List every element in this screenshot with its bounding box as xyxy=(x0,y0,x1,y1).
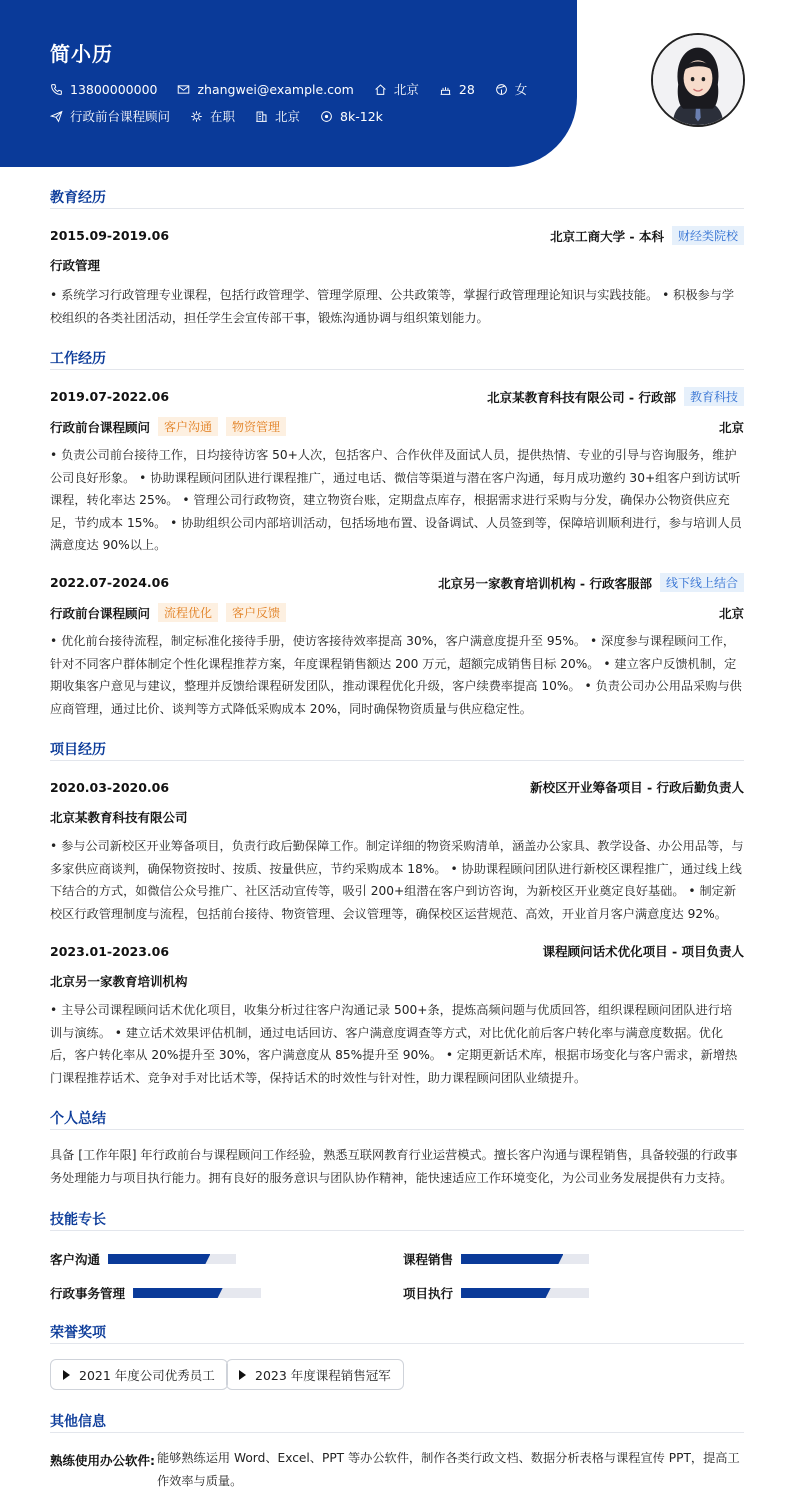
project-1-company: 北京某教育科技有限公司 xyxy=(50,810,188,825)
candidate-name: 简小历 xyxy=(50,42,113,66)
skill-bar-fill xyxy=(461,1288,551,1298)
education-major-row xyxy=(50,256,744,274)
salary-icon xyxy=(320,110,333,123)
skill-bar xyxy=(133,1288,261,1298)
work-2-period: 2022.07-2024.06 xyxy=(50,575,170,590)
salary-item xyxy=(320,109,383,124)
header-banner xyxy=(0,0,577,167)
award-text: 2023 年度课程销售冠军 xyxy=(255,1367,391,1383)
award-text: 2021 年度公司优秀员工 xyxy=(79,1367,215,1383)
work-1-skill-tag: 客户沟通 xyxy=(158,417,218,436)
section-divider xyxy=(50,369,744,370)
section-divider xyxy=(50,760,744,761)
section-divider xyxy=(50,1230,744,1231)
project-1-period: 2020.03-2020.06 xyxy=(50,779,170,795)
skill-item xyxy=(403,1284,589,1302)
project-2-company: 北京另一家教育培训机构 xyxy=(50,974,188,989)
work-2-position-group xyxy=(50,603,286,622)
position-item xyxy=(50,107,170,125)
skill-bar-fill xyxy=(461,1254,563,1264)
work-1-description: • 负责公司前台接待工作，日均接待访客 50+人次，包括客户、合作伙伴及面试人员，提供热情、专业的引导与咨询服务，维护公司良好形象。 • 协助课程顾问团队进行课程推广，通过电话、微信等渠道与潜在客户沟通，每月成功邀约 30+组客户到访试听课程，转化率达 25%。 • 管理公司行政物资，建立物资台账，定期盘点库存，根据需求进行采购与分发，确保办公物资供应充足，节约成本 15%。 • 协助组织公司内部培训活动，包括场地布置、设备调试、人员签到等，保障培训顺利进行，参与培训人员满意度达 90%以上。 xyxy=(50,448,742,552)
work-2-description: • 优化前台接待流程，制定标准化接待手册，使访客接待效率提高 30%，客户满意度提升至 95%。 • 深度参与课程顾问工作，针对不同客户群体制定个性化课程推荐方案，年度课程销售额达 200 万元，超额完成销售目标 20%。 • 建立客户反馈机制，定期收集客户意见与建议，整理并反馈给课程研发团队，推动课程优化升级，客户续费率提高 10%。 • 负责公司办公用品采购与供应商管理，通过比价、谈判等方式降低采购成本 20%，同时确保物资质量与供应稳定性。 xyxy=(50,634,742,716)
gender-icon xyxy=(495,83,508,96)
phone-icon xyxy=(50,83,63,96)
home-icon xyxy=(374,83,387,96)
skill-bar xyxy=(108,1254,236,1264)
section-title-projects: 项目经历 xyxy=(50,742,106,758)
email-item xyxy=(177,82,353,97)
education-school-group xyxy=(550,226,744,245)
education-description: • 系统学习行政管理专业课程，包括行政管理学、管理学原理、公共政策等，掌握行政管理理论知识与实践技能。 • 积极参与学校组织的各类社团活动，担任学生会宣传部干事，锻炼沟通协调与组织策划能力。 xyxy=(50,288,735,325)
work-1-position: 行政前台课程顾问 xyxy=(50,419,151,435)
phone-item xyxy=(50,82,157,97)
work-2-industry-tag: 线下线上结合 xyxy=(660,573,744,592)
section-title-work: 工作经历 xyxy=(50,351,106,367)
work-1-position-group xyxy=(50,417,286,436)
mail-icon xyxy=(177,83,190,96)
skill-bar xyxy=(461,1288,589,1298)
contact-row xyxy=(50,80,547,98)
skill-bar xyxy=(461,1254,589,1264)
skill-item xyxy=(50,1284,261,1302)
skill-bar-fill xyxy=(133,1288,223,1298)
work-2-city: 北京 xyxy=(718,605,744,621)
gender-text: 女 xyxy=(514,82,528,97)
skill-name: 项目执行 xyxy=(403,1286,454,1301)
project-2-name: 课程顾问话术优化项目 - 项目负责人 xyxy=(542,944,744,959)
building-icon xyxy=(255,110,268,123)
work-1-city: 北京 xyxy=(718,419,744,435)
section-title-other: 其他信息 xyxy=(50,1414,106,1430)
play-icon xyxy=(239,1370,246,1380)
project-2-company-row xyxy=(50,972,744,990)
phone-text: 13800000000 xyxy=(70,81,158,97)
avatar xyxy=(651,33,745,127)
award-item xyxy=(50,1359,228,1390)
skill-name: 课程销售 xyxy=(403,1252,454,1267)
section-divider xyxy=(50,208,744,209)
section-title-education: 教育经历 xyxy=(50,190,106,206)
education-header-row xyxy=(50,226,744,245)
other-label: 熟练使用办公软件: xyxy=(50,1453,155,1468)
section-divider xyxy=(50,1343,744,1344)
status-item xyxy=(190,107,235,125)
project-1-name: 新校区开业筹备项目 - 行政后勤负责人 xyxy=(530,780,744,795)
work-2-position-row xyxy=(50,603,744,622)
award-item xyxy=(226,1359,404,1390)
project-2-description: • 主导公司课程顾问话术优化项目，收集分析过往客户沟通记录 500+条，提炼高频问题与优质回答，组织课程顾问团队进行培训与演练。 • 建立话术效果评估机制，通过电话回访、客户满意度调查等方式，对比优化前后客户转化率与满意度数据。优化后，客户转化率从 20%提升至 30%，客户满意度从 85%提升至 90%。 • 定期更新话术库，根据市场变化与客户需求，新增热门课程推荐话术、竞争对手对比话术等，保持话术的时效性与针对性，助力课程顾问团队业绩提升。 xyxy=(50,1003,738,1085)
project-2-period: 2023.01-2023.06 xyxy=(50,943,170,959)
work-2-skill-tag: 流程优化 xyxy=(158,603,218,622)
city-item xyxy=(255,107,300,125)
skill-item xyxy=(403,1250,589,1268)
work-2-company: 北京另一家教育培训机构 - 行政客服部 xyxy=(438,575,652,591)
email-text: zhangwei@example.com xyxy=(197,81,354,97)
education-tag: 财经类院校 xyxy=(672,226,744,245)
age-icon xyxy=(439,83,452,96)
salary-text: 8k-12k xyxy=(340,108,383,124)
gender-item xyxy=(495,80,528,98)
section-divider xyxy=(50,1432,744,1433)
section-divider xyxy=(50,1129,744,1130)
location-text: 北京 xyxy=(393,82,419,97)
work-1-company: 北京某教育科技有限公司 - 行政部 xyxy=(487,389,676,405)
status-icon xyxy=(190,110,203,123)
work-1-skill-tag: 物资管理 xyxy=(226,417,286,436)
education-major: 行政管理 xyxy=(50,258,101,273)
work-2-header-row xyxy=(50,573,744,592)
summary-text: 具备 [工作年限] 年行政前台与课程顾问工作经验，熟悉互联网教育行业运营模式。擅长客户沟通与课程销售，具备较强的行政事务处理能力与项目执行能力。拥有良好的服务意识与团队协作精神，能快速适应工作环境变化，为公司业务发展提供有力支持。 xyxy=(50,1148,738,1185)
send-icon xyxy=(50,110,63,123)
status-text: 在职 xyxy=(210,109,236,124)
work-1-header-row xyxy=(50,387,744,406)
other-text: 能够熟练运用 Word、Excel、PPT 等办公软件，制作各类行政文档、数据分析表格与课程宣传 PPT，提高工作效率与质量。 xyxy=(157,1451,740,1488)
project-1-company-row xyxy=(50,808,744,826)
location-item xyxy=(374,80,419,98)
section-title-awards: 荣誉奖项 xyxy=(50,1325,106,1341)
work-1-period: 2019.07-2022.06 xyxy=(50,389,170,404)
city-text: 北京 xyxy=(275,109,301,124)
age-text: 28 xyxy=(458,81,475,97)
work-2-position: 行政前台课程顾问 xyxy=(50,605,151,621)
education-period: 2015.09-2019.06 xyxy=(50,228,170,243)
skill-name: 客户沟通 xyxy=(50,1252,101,1267)
work-1-industry-tag: 教育科技 xyxy=(684,387,744,406)
skill-bar-fill xyxy=(108,1254,210,1264)
work-2-skill-tag: 客户反馈 xyxy=(226,603,286,622)
job-intent-row xyxy=(50,107,403,125)
project-2-header-row xyxy=(50,942,744,960)
project-1-header-row xyxy=(50,778,744,796)
skill-item xyxy=(50,1250,236,1268)
skill-name: 行政事务管理 xyxy=(50,1286,126,1301)
work-1-position-row xyxy=(50,417,744,436)
age-item xyxy=(439,82,475,97)
play-icon xyxy=(63,1370,70,1380)
project-1-description: • 参与公司新校区开业筹备项目，负责行政后勤保障工作。制定详细的物资采购清单，涵盖办公家具、教学设备、办公用品等，与多家供应商谈判，确保物资按时、按质、按量供应，节约采购成本 18%。 • 协助课程顾问团队进行新校区课程推广，通过线上线下结合的方式，如微信公众号推广、社区活动宣传等，吸引 200+组潜在客户到访咨询，为新校区开业奠定良好基础。 • 制定新校区行政管理制度与流程，包括前台接待、物资管理、会议管理等，确保校区运营规范、高效，开业首月客户满意度达 92%。 xyxy=(50,839,744,921)
education-school: 北京工商大学 - 本科 xyxy=(550,228,664,244)
section-title-skills: 技能专长 xyxy=(50,1212,106,1228)
position-text: 行政前台课程顾问 xyxy=(70,109,171,124)
work-2-company-group xyxy=(438,573,744,592)
section-title-summary: 个人总结 xyxy=(50,1111,106,1127)
work-1-company-group xyxy=(487,387,744,406)
